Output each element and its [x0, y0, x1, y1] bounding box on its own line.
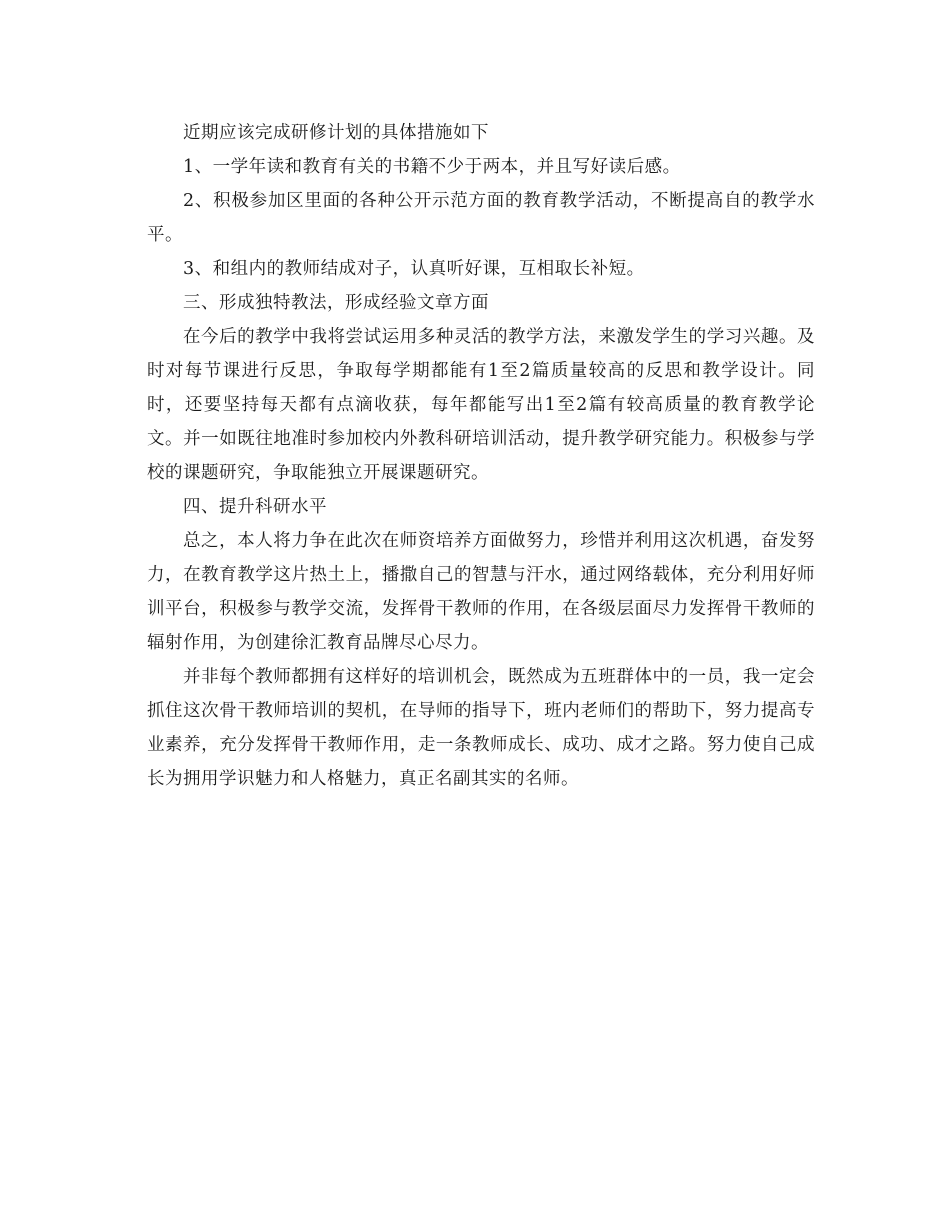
summary-paragraph: 总之，本人将力争在此次在师资培养方面做努力，珍惜并利用这次机遇，奋发努力，在教育教学这片热土上，播撒自己的智慧与汗水，通过网络载体，充分利用好师训平台，积极参与教学交流，发挥骨干教师的作用，在各级层面尽力发挥骨干教师的辐射作用，为创建徐汇教育品牌尽心尽力。 — [147, 531, 815, 653]
closing-paragraph: 并非每个教师都拥有这样好的培训机会，既然成为五班群体中的一员，我一定会抓住这次骨干教师培训的契机，在导师的指导下，班内老师们的帮助下，努力提高专业素养，充分发挥骨干教师作用，走一条教师成长、成功、成才之路。努力使自己成长为拥用学识魅力和人格魅力，真正名副其实的名师。 — [147, 667, 815, 789]
document-body — [147, 116, 815, 796]
section-heading-3: 三、形成独特教法，形成经验文章方面 — [183, 293, 489, 313]
measure-item-2: 2、积极参加区里面的各种公开示范方面的教育教学活动，不断提高自的教学水平。 — [147, 191, 815, 245]
measure-item-1: 1、一学年读和教育有关的书籍不少于两本，并且写好读后感。 — [183, 157, 681, 177]
plan-intro-paragraph: 近期应该完成研修计划的具体措施如下 — [183, 123, 489, 143]
section-heading-4: 四、提升科研水平 — [183, 497, 327, 517]
teaching-method-paragraph: 在今后的教学中我将尝试运用多种灵活的教学方法，来激发学生的学习兴趣。及时对每节课进行反思，争取每学期都能有1至2篇质量较高的反思和教学设计。同时，还要坚持每天都有点滴收获，每年都能写出1至2篇有较高质量的教育教学论文。并一如既往地准时参加校内外教科研培训活动，提升教学研究能力。积极参与学校的课题研究，争取能独立开展课题研究。 — [147, 327, 815, 483]
measure-item-3: 3、和组内的教师结成对子，认真听好课，互相取长补短。 — [183, 259, 645, 279]
